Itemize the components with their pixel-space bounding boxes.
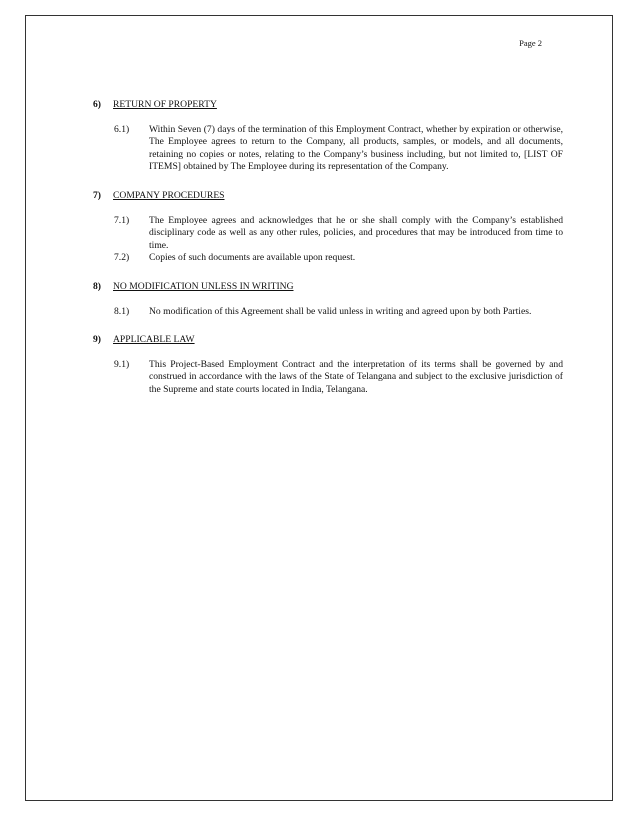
section-return-of-property [93,99,563,174]
section-heading [93,190,563,203]
section-title: APPLICABLE LAW [113,334,195,346]
clause-number: 7.2) [114,252,130,264]
section-heading [93,99,563,112]
document-body [93,99,563,413]
section-company-procedures [93,190,563,265]
section-number: 9) [93,334,101,346]
section-number: 6) [93,99,101,110]
section-title: RETURN OF PROPERTY [113,99,217,110]
section-number: 7) [93,189,101,201]
section-applicable-law [93,334,563,396]
section-number: 8) [93,280,101,292]
clause-text: The Employee agrees and acknowledges that he or she shall comply with the Company’s established disciplinary code as well as any other rules, policies, and procedures that may be introduced from time to time. [149,214,563,251]
clause-number: 7.1) [114,214,130,226]
clause-number: 9.1) [114,358,130,370]
clause-number: 6.1) [114,123,130,135]
section-title: COMPANY PROCEDURES [113,189,225,201]
clause-text: Within Seven (7) days of the termination of this Employment Contract, whether by expiration or otherwise, The Employee agrees to return to the Company, all products, samples, or models, and all documents, retaining no copies or notes, relating to the Company’s business including, but not limited to, [LIST OF ITEMS] obtained by The Employee during its representation of the Company. [149,123,563,173]
clause-number: 8.1) [114,305,130,317]
clause-text: Copies of such documents are available upon request. [149,252,356,264]
page-number: Page 2 [519,38,542,48]
section-heading [93,281,563,294]
clause-9-1 [114,359,563,397]
clause-7-1 [114,215,563,253]
clause-6-1 [114,124,563,174]
section-heading [93,334,563,347]
clause-text: This Project-Based Employment Contract and the interpretation of its terms shall be governed by and construed in accordance with the laws of the State of Telangana and subject to the exclusive jurisdiction of the Supreme and state courts located in India, Telangana. [149,358,563,395]
section-no-modification [93,281,563,318]
clause-text: No modification of this Agreement shall be valid unless in writing and agreed upon by both Parties. [149,305,532,317]
clause-7-2 [114,252,563,265]
section-title: NO MODIFICATION UNLESS IN WRITING [113,280,294,292]
clause-8-1 [114,306,563,319]
